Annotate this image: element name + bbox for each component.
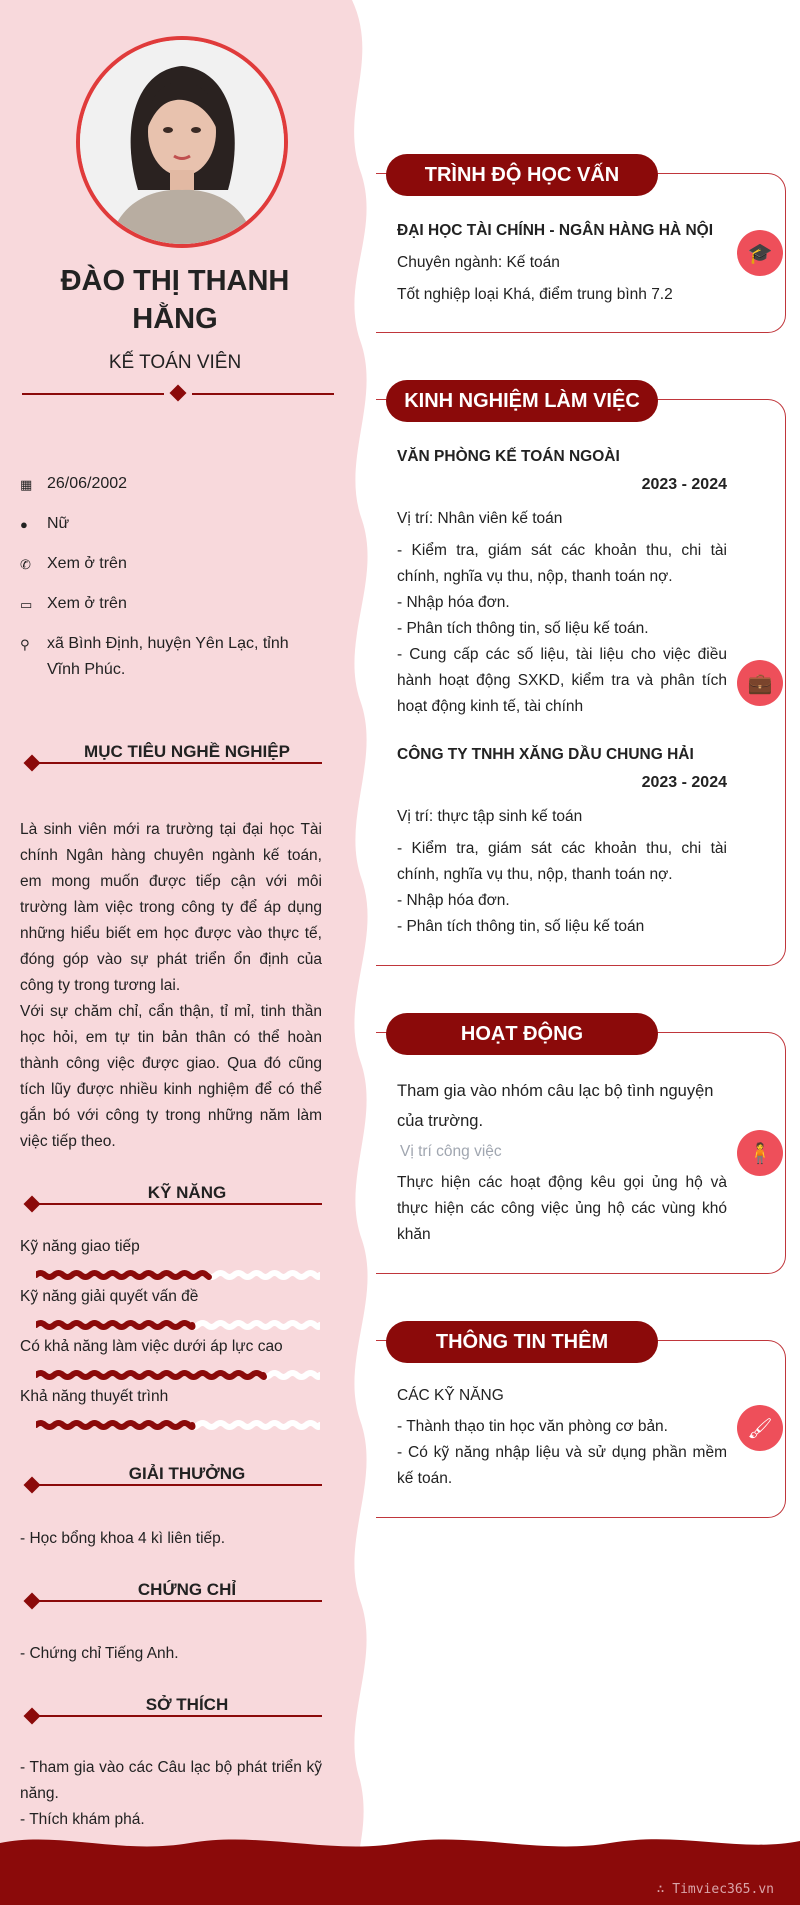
skill-label-presentation: Khả năng thuyết trình: [20, 1388, 169, 1405]
contact-birthday: [20, 471, 320, 498]
avatar: [76, 36, 288, 248]
hobbies-line-1: - Tham gia vào các Câu lạc bộ phát triển kỹ năng.: [20, 1759, 322, 1802]
contact-phone-text: Xem ở trên: [47, 555, 127, 572]
paintbrush-icon: 🖌: [737, 1405, 783, 1451]
activities-role-label: Vị trí công việc: [400, 1143, 502, 1160]
skill-bar-pressure: [36, 1369, 320, 1381]
job-1-duty-2: - Nhập hóa đơn.: [397, 594, 510, 611]
footer-brand: ∴ Timviec365.vn: [656, 1882, 774, 1897]
section-line: [30, 762, 322, 764]
objective-header: [22, 742, 322, 766]
job-2-position: Vị trí: thực tập sinh kế toán: [397, 808, 583, 825]
phone-icon: ✆: [20, 557, 31, 572]
contact-gender: [20, 511, 320, 538]
additional-title: THÔNG TIN THÊM: [386, 1321, 658, 1363]
additional-line-2: - Có kỹ năng nhập liệu và sử dụng phần mềm kế toán.: [397, 1444, 727, 1487]
skill-fill: [36, 1373, 264, 1377]
skill-label-problem-solving: Kỹ năng giải quyết vấn đề: [20, 1288, 199, 1305]
activities-description: Thực hiện các hoạt động kêu gọi ủng hộ và thực hiện các công việc ủng hộ các vùng khó khăn: [397, 1174, 727, 1243]
job-1-years: 2023 - 2024: [641, 476, 727, 493]
section-line: [30, 1715, 322, 1717]
job-2-duty-2: - Nhập hóa đơn.: [397, 892, 510, 909]
awards-title: GIẢI THƯỞNG: [128, 1464, 246, 1483]
awards-text: - Học bổng khoa 4 kì liên tiếp.: [20, 1530, 226, 1547]
skill-label-pressure: Có khả năng làm việc dưới áp lực cao: [20, 1338, 283, 1355]
education-result: Tốt nghiệp loại Khá, điểm trung bình 7.2: [397, 286, 673, 303]
job-1-duty-3: - Phân tích thông tin, số liệu kế toán.: [397, 620, 649, 637]
briefcase-icon: 💼: [737, 660, 783, 706]
job-2-duty-3: - Phân tích thông tin, số liệu kế toán: [397, 918, 645, 935]
hobbies-header: [22, 1695, 322, 1719]
education-school: ĐẠI HỌC TÀI CHÍNH - NGÂN HÀNG HÀ NỘI: [397, 222, 714, 239]
job-1-position: Vị trí: Nhân viên kế toán: [397, 510, 563, 527]
profile-name: ĐÀO THỊ THANH HẰNG: [60, 265, 290, 335]
contact-gender-text: Nữ: [47, 515, 70, 532]
skill-bar-presentation: [36, 1419, 320, 1431]
activities-title: HOẠT ĐỘNG: [386, 1013, 658, 1055]
skill-label-communication: Kỹ năng giao tiếp: [20, 1238, 140, 1255]
activities-summary: Tham gia vào nhóm câu lạc bộ tình nguyện của trường.: [397, 1082, 714, 1130]
job-2-duty-1: - Kiểm tra, giám sát các khoản thu, chi tài chính, nghĩa vụ thu, nộp, thanh toán nợ.: [397, 840, 727, 883]
job-title: KẾ TOÁN VIÊN: [108, 352, 242, 373]
hobbies-title: SỞ THÍCH: [145, 1695, 229, 1714]
job-1-duty-1: - Kiểm tra, giám sát các khoản thu, chi tài chính, nghĩa vụ thu, nộp, thanh toán nợ.: [397, 542, 727, 585]
experience-title: KINH NGHIỆM LÀM VIỆC: [386, 380, 658, 422]
skill-fill: [36, 1323, 192, 1327]
objective-paragraph-2: Với sự chăm chỉ, cẩn thận, tỉ mỉ, tinh thần học hỏi, em tự tin bản thân có thể hoàn thành công việc được giao. Qua đó cũng tích lũy được nhiều kinh nghiệm để có thể gắn bó với công ty trong những năm làm việc tiếp theo.: [20, 1003, 322, 1150]
additional-line-1: - Thành thạo tin học văn phòng cơ bản.: [397, 1418, 668, 1435]
job-2-years: 2023 - 2024: [641, 774, 727, 791]
section-line: [30, 1203, 322, 1205]
objective-title: MỤC TIÊU NGHỀ NGHIỆP: [84, 742, 290, 761]
person-standing-icon: 🧍: [737, 1130, 783, 1176]
certificates-header: [22, 1580, 322, 1604]
contact-address-text: xã Bình Định, huyện Yên Lạc, tỉnh Vĩnh Phúc.: [47, 635, 289, 678]
job-2-company: CÔNG TY TNHH XĂNG DẦU CHUNG HẢI: [397, 746, 694, 763]
graduation-cap-icon: 🎓: [737, 230, 783, 276]
portrait-image: [80, 40, 284, 244]
contact-phone: [20, 551, 320, 578]
contact-birthday-text: 26/06/2002: [47, 475, 128, 492]
job-1-duty-4: - Cung cấp các số liệu, tài liệu cho việc điều hành hoạt động SXKD, kiểm tra và phân tích hoạt động kinh tế, tài chính: [397, 646, 727, 715]
skills-header: [22, 1183, 322, 1207]
additional-subtitle: CÁC KỸ NĂNG: [397, 1387, 504, 1404]
contact-email-text: Xem ở trên: [47, 595, 127, 612]
skill-bar-communication: [36, 1269, 320, 1281]
location-icon: ⚲: [20, 637, 30, 652]
awards-header: [22, 1464, 322, 1488]
education-title: TRÌNH ĐỘ HỌC VẤN: [386, 154, 658, 196]
certificates-title: CHỨNG CHỈ: [137, 1580, 237, 1599]
skill-bar-problem-solving: [36, 1319, 320, 1331]
objective-paragraph-1: Là sinh viên mới ra trường tại đại học Tài chính Ngân hàng chuyên ngành kế toán, em mong muốn được tiếp cận với môi trường làm việc trong công ty để áp dụng những hiểu biết em học được vào thực tế, đóng góp vào sự phát triển ổn định của công ty trong tương lai.: [20, 821, 322, 994]
skills-title: KỸ NĂNG: [147, 1183, 227, 1202]
hobbies-line-2: - Thích khám phá.: [20, 1811, 145, 1828]
email-icon: ▭: [20, 597, 33, 612]
calendar-icon: ▦: [20, 477, 33, 492]
education-major: Chuyên ngành: Kế toán: [397, 254, 560, 271]
section-line: [30, 1600, 322, 1602]
job-1-company: VĂN PHÒNG KẾ TOÁN NGOÀI: [397, 448, 620, 465]
contact-email: [20, 591, 320, 618]
section-line: [30, 1484, 322, 1486]
certificates-text: - Chứng chỉ Tiếng Anh.: [20, 1645, 179, 1662]
contact-address: [20, 631, 320, 683]
skill-fill: [36, 1423, 192, 1427]
skill-fill: [36, 1273, 209, 1277]
person-icon: ●: [20, 517, 28, 532]
